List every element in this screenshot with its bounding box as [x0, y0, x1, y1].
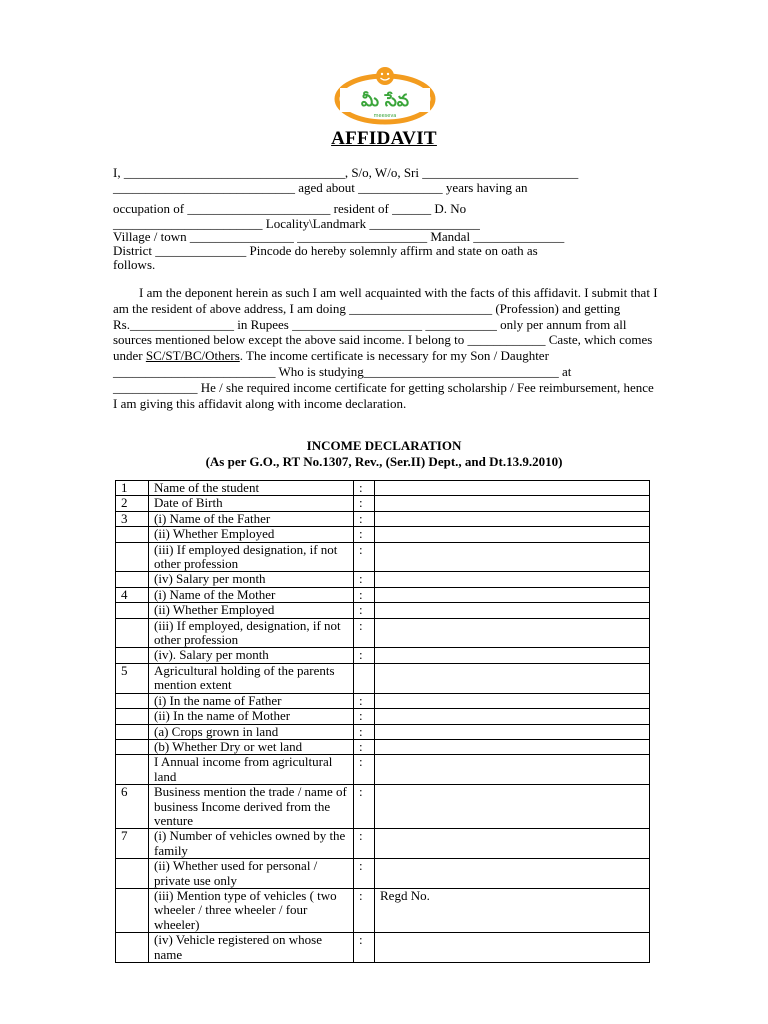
row-colon: :	[354, 755, 375, 785]
table-row	[116, 527, 650, 542]
table-row	[116, 888, 650, 932]
row-number	[116, 572, 149, 587]
table-row	[116, 603, 650, 618]
body-text-part1: I am the deponent herein as such I am well acquainted with the facts of this affidavit. I submit that I am the resident of above address, I am doing ______________________ (Profession) and getting Rs.________________ in Rupees ____________________ ___________ only per annum from all sources mentioned below except the above said income. I belong to ____________ Caste, which comes under	[113, 285, 661, 364]
row-value[interactable]	[375, 481, 650, 496]
row-item: (iii) Mention type of vehicles ( two wheeler / three wheeler / four wheeler)	[149, 888, 354, 932]
row-item: (iii) If employed designation, if not other profession	[149, 542, 354, 572]
row-value[interactable]	[375, 785, 650, 829]
row-item: (iii) If employed, designation, if not other profession	[149, 618, 354, 648]
row-value[interactable]	[375, 603, 650, 618]
row-value[interactable]: Regd No.	[375, 888, 650, 932]
row-colon: :	[354, 542, 375, 572]
row-value[interactable]	[375, 709, 650, 724]
row-value[interactable]	[375, 618, 650, 648]
table-row	[116, 648, 650, 663]
svg-text:మీ సేవ: మీ సేవ	[361, 91, 409, 111]
row-colon: :	[354, 496, 375, 511]
meeseva-logo	[332, 66, 438, 126]
row-colon: :	[354, 829, 375, 859]
row-number	[116, 724, 149, 739]
row-value[interactable]	[375, 933, 650, 963]
row-value[interactable]	[375, 829, 650, 859]
row-number: 6	[116, 785, 149, 829]
table-row	[116, 496, 650, 511]
intro-line: _______________________ Locality\Landmark _________________	[113, 216, 480, 231]
table-row	[116, 829, 650, 859]
row-number	[116, 527, 149, 542]
row-number: 5	[116, 663, 149, 693]
body-text-part2: . The income certificate is necessary for my Son / Daughter _________________________ Who is studying______________________________ at _____________ He / she required income certificate for getting scholarship / Fee reimbursement, hence I am giving this affidavit along with income declaration.	[113, 348, 654, 411]
row-item: (b) Whether Dry or wet land	[149, 739, 354, 754]
row-value[interactable]	[375, 755, 650, 785]
row-colon: :	[354, 693, 375, 708]
row-colon	[354, 663, 375, 693]
table-row	[116, 618, 650, 648]
table-row	[116, 859, 650, 889]
row-item: Date of Birth	[149, 496, 354, 511]
row-number: 7	[116, 829, 149, 859]
row-colon: :	[354, 618, 375, 648]
row-colon: :	[354, 739, 375, 754]
row-value[interactable]	[375, 511, 650, 526]
intro-line: occupation of ______________________ resident of ______ D. No	[113, 201, 467, 216]
row-number	[116, 648, 149, 663]
table-row	[116, 572, 650, 587]
row-colon: :	[354, 709, 375, 724]
declaration-heading: INCOME DECLARATION	[306, 438, 462, 453]
declaration-subheading: (As per G.O., RT No.1307, Rev., (Ser.II) Dept., and Dt.13.9.2010)	[205, 454, 563, 469]
row-value[interactable]	[375, 587, 650, 602]
row-number	[116, 859, 149, 889]
intro-line: I, __________________________________, S/o, W/o, Sri ________________________	[113, 165, 579, 180]
table-row	[116, 542, 650, 572]
row-item: (ii) Whether used for personal / private use only	[149, 859, 354, 889]
row-item: I Annual income from agricultural land	[149, 755, 354, 785]
row-colon: :	[354, 587, 375, 602]
table-row	[116, 739, 650, 754]
row-value[interactable]	[375, 648, 650, 663]
table-row	[116, 785, 650, 829]
affidavit-body	[113, 285, 661, 411]
row-value[interactable]	[375, 572, 650, 587]
row-colon: :	[354, 648, 375, 663]
intro-line: ____________________________ aged about _____________ years having an	[113, 180, 528, 195]
row-item: Name of the student	[149, 481, 354, 496]
table-row	[116, 933, 650, 963]
row-item: (a) Crops grown in land	[149, 724, 354, 739]
row-number	[116, 603, 149, 618]
intro-line: District ______________ Pincode do hereby solemnly affirm and state on oath as	[113, 243, 538, 258]
row-value[interactable]	[375, 739, 650, 754]
table-row	[116, 755, 650, 785]
table-row	[116, 663, 650, 693]
table-row	[116, 709, 650, 724]
row-value[interactable]	[375, 527, 650, 542]
row-item: (iv) Salary per month	[149, 572, 354, 587]
row-colon: :	[354, 859, 375, 889]
row-colon: :	[354, 572, 375, 587]
page-title: AFFIDAVIT	[331, 128, 437, 149]
svg-text:meeseva: meeseva	[373, 113, 397, 119]
row-value[interactable]	[375, 542, 650, 572]
row-item: (iv). Salary per month	[149, 648, 354, 663]
row-item: Business mention the trade / name of business Income derived from the venture	[149, 785, 354, 829]
row-number	[116, 739, 149, 754]
row-value[interactable]	[375, 663, 650, 693]
row-item: (ii) Whether Employed	[149, 603, 354, 618]
row-colon: :	[354, 511, 375, 526]
row-number: 2	[116, 496, 149, 511]
table-row	[116, 481, 650, 496]
row-number	[116, 888, 149, 932]
caste-options: SC/ST/BC/Others	[145, 348, 240, 364]
row-value[interactable]	[375, 693, 650, 708]
row-colon: :	[354, 603, 375, 618]
row-number	[116, 933, 149, 963]
meeseva-logo-icon	[332, 66, 438, 126]
row-number	[116, 755, 149, 785]
row-item: (i) Name of the Father	[149, 511, 354, 526]
row-colon: :	[354, 527, 375, 542]
row-item: (ii) Whether Employed	[149, 527, 354, 542]
row-number	[116, 618, 149, 648]
row-item: (ii) In the name of Mother	[149, 709, 354, 724]
row-number: 1	[116, 481, 149, 496]
row-colon: :	[354, 888, 375, 932]
table-row	[116, 511, 650, 526]
row-value[interactable]	[375, 859, 650, 889]
row-item: (iv) Vehicle registered on whose name	[149, 933, 354, 963]
intro-line: Village / town ________________ ____________________ Mandal ______________	[113, 229, 565, 244]
row-colon: :	[354, 933, 375, 963]
row-item: (i) In the name of Father	[149, 693, 354, 708]
row-number: 4	[116, 587, 149, 602]
row-value[interactable]	[375, 496, 650, 511]
table-row	[116, 587, 650, 602]
intro-line: follows.	[113, 257, 156, 272]
row-item: (i) Name of the Mother	[149, 587, 354, 602]
table-row	[116, 724, 650, 739]
row-colon: :	[354, 785, 375, 829]
row-number	[116, 693, 149, 708]
row-colon: :	[354, 481, 375, 496]
row-item: Agricultural holding of the parents mention extent	[149, 663, 354, 693]
row-number: 3	[116, 511, 149, 526]
row-number	[116, 709, 149, 724]
row-value[interactable]	[375, 724, 650, 739]
row-colon: :	[354, 724, 375, 739]
table-row	[116, 693, 650, 708]
row-number	[116, 542, 149, 572]
income-declaration-table	[115, 480, 650, 963]
row-item: (i) Number of vehicles owned by the family	[149, 829, 354, 859]
